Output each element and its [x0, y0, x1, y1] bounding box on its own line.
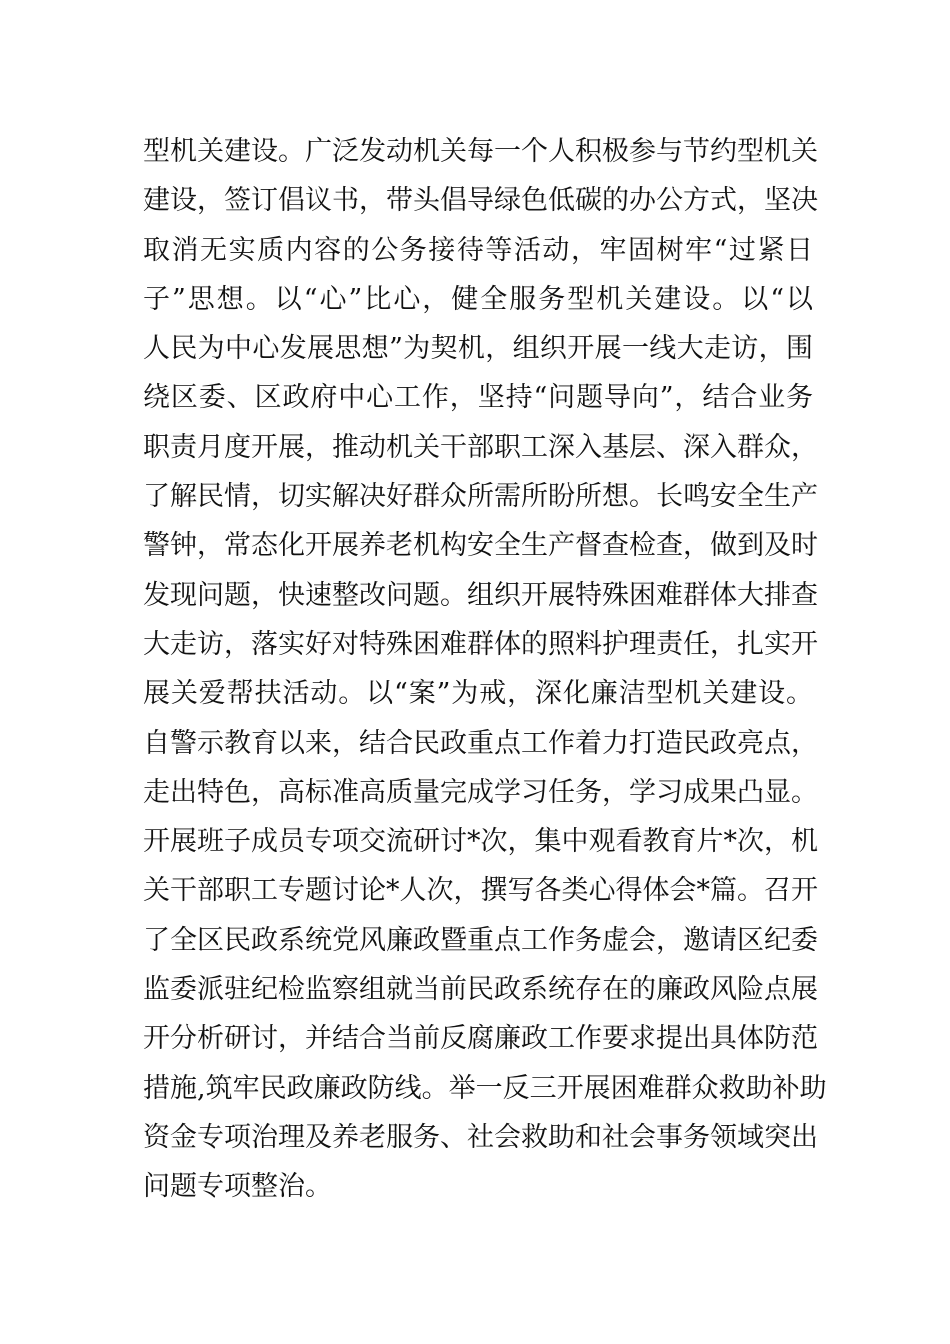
- paragraph-line-16: 关干部职工专题讨论*人次，撰写各类心得体会*篇。召开: [143, 875, 818, 907]
- paragraph-line-7: 职责月度开展，推动机关干部职工深入基层、深入群众，: [143, 431, 818, 463]
- paragraph-line-13: 自警示教育以来，结合民政重点工作着力打造民政亮点，: [143, 727, 818, 759]
- paragraph-line-17: 了全区民政系统党风廉政暨重点工作务虚会，邀请区纪委: [143, 924, 818, 956]
- paragraph-line-4: 子”思想。以“心”比心，健全服务型机关建设。以“以: [143, 283, 813, 315]
- paragraph-line-18: 监委派驻纪检监察组就当前民政系统存在的廉政风险点展: [143, 974, 818, 1006]
- paragraph-line-19: 开分析研讨，并结合当前反腐廉政工作要求提出具体防范: [143, 1023, 818, 1055]
- paragraph-line-14: 走出特色，高标准高质量完成学习任务，学习成果凸显。: [143, 776, 818, 808]
- paragraph-line-6: 绕区委、区政府中心工作，坚持“问题导向”，结合业务: [143, 382, 813, 414]
- paragraph-line-15: 开展班子成员专项交流研讨*次，集中观看教育片*次，机: [143, 826, 818, 858]
- paragraph-line-1: 型机关建设。广泛发动机关每一个人积极参与节约型机关: [143, 136, 818, 167]
- paragraph-line-20: 措施,筑牢民政廉政防线。举一反三开展困难群众救助补助: [143, 1072, 827, 1104]
- paragraph-line-8: 了解民情，切实解决好群众所需所盼所想。长鸣安全生产: [143, 481, 818, 513]
- paragraph-line-5: 人民为中心发展思想”为契机，组织开展一线大走访，围: [143, 333, 813, 365]
- paragraph-line-9: 警钟，常态化开展养老机构安全生产督查检查，做到及时: [143, 530, 818, 562]
- paragraph-line-22: 问题专项整治。: [143, 1171, 332, 1203]
- paragraph-line-2: 建设，签订倡议书，带头倡导绿色低碳的办公方式，坚决: [143, 185, 818, 217]
- paragraph-line-11: 大走访，落实好对特殊困难群体的照料护理责任，扎实开: [143, 628, 818, 660]
- paragraph-line-12: 展关爱帮扶活动。以“案”为戒，深化廉洁型机关建设。: [143, 678, 813, 710]
- paragraph-line-10: 发现问题，快速整改问题。组织开展特殊困难群体大排查: [143, 579, 818, 611]
- body-paragraph: [143, 127, 827, 1212]
- paragraph-line-3: 取消无实质内容的公务接待等活动，牢固树牢“过紧日: [143, 234, 813, 266]
- paragraph-line-21: 资金专项治理及养老服务、社会救助和社会事务领域突出: [143, 1121, 818, 1153]
